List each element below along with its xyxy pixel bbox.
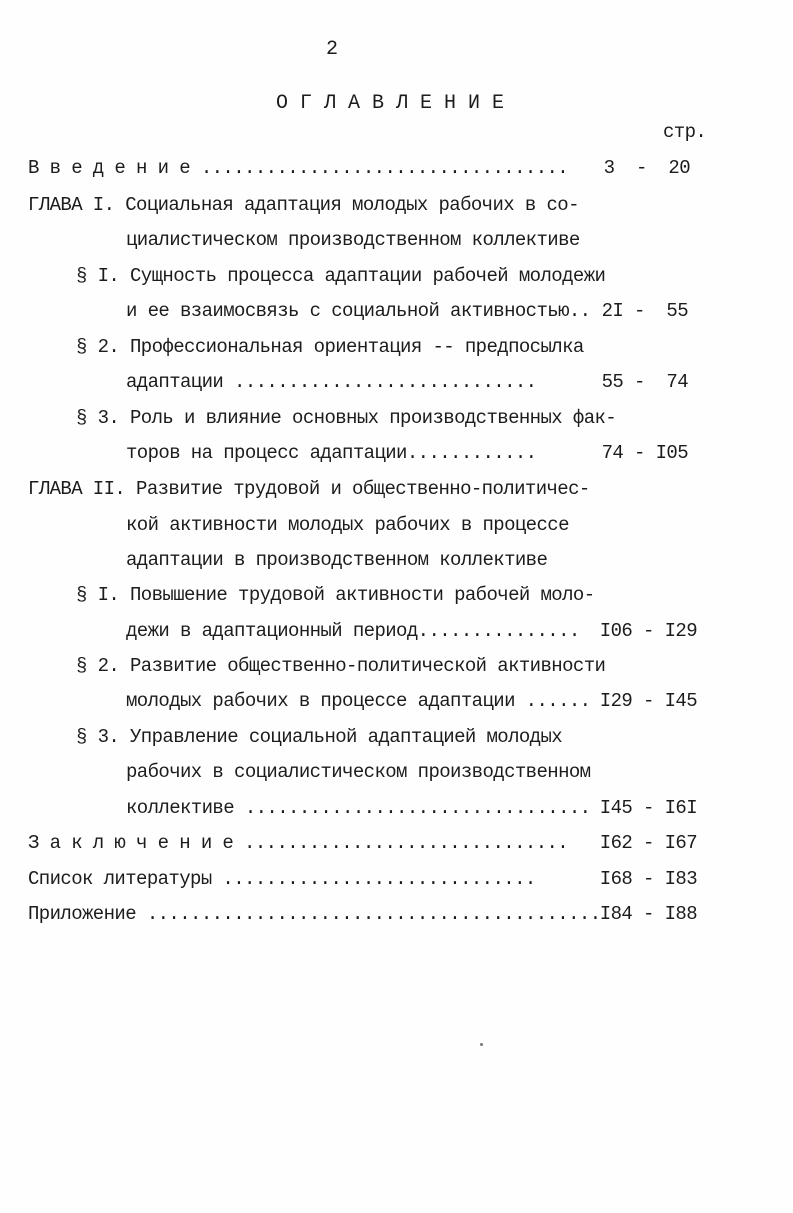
toc-entry-pages: 3 - 20: [603, 157, 690, 179]
toc-entry-pages: I06 - I29: [599, 620, 697, 642]
toc-entry-introduction: В в е д е н и е ..................................: [28, 157, 569, 179]
toc-section-continuation: коллективе ................................: [126, 797, 591, 819]
toc-section-heading: § 2. Профессиональная ориентация -- предпосылка: [76, 336, 584, 358]
toc-chapter-continuation: кой активности молодых рабочих в процессе: [126, 514, 569, 536]
toc-section-continuation: молодых рабочих в процессе адаптации ......: [126, 690, 591, 712]
toc-entry-pages: I68 - I83: [599, 868, 697, 890]
toc-section-continuation: торов на процесс адаптации............: [126, 442, 537, 464]
toc-entry-pages: I29 - I45: [599, 690, 697, 712]
toc-section-continuation: дежи в адаптационный период...............: [126, 620, 580, 642]
toc-entry-pages: I62 - I67: [599, 832, 697, 854]
toc-section-heading: § I. Сущность процесса адаптации рабочей молодежи: [76, 265, 606, 287]
toc-section-continuation: и ее взаимосвязь с социальной активностью..: [126, 300, 591, 322]
toc-entry-pages: I45 - I6I: [599, 797, 697, 819]
toc-entry-pages: I84 - I88: [599, 903, 697, 925]
toc-chapter-heading: ГЛАВА I. Социальная адаптация молодых рабочих в со-: [28, 194, 579, 216]
toc-section-continuation: адаптации ............................: [126, 371, 537, 393]
toc-chapter-continuation: адаптации в производственном коллективе: [126, 549, 548, 571]
toc-section-heading: § 3. Роль и влияние основных производственных фак-: [76, 407, 617, 429]
toc-entry-pages: 74 - I05: [601, 442, 688, 464]
toc-entry-appendix: Приложение ..........................................: [28, 903, 601, 925]
toc-section-heading: § 2. Развитие общественно-политической активности: [76, 655, 606, 677]
toc-entry-bibliography: Список литературы .............................: [28, 868, 536, 890]
toc-title: О Г Л А В Л Е Н И Е: [276, 92, 505, 115]
toc-section-heading: § I. Повышение трудовой активности рабочей моло-: [76, 584, 595, 606]
toc-section-heading: § 3. Управление социальной адаптацией молодых: [76, 726, 563, 748]
pages-column-label: стр.: [663, 121, 707, 143]
toc-chapter-continuation: циалистическом производственном коллективе: [126, 229, 580, 251]
page-number: 2: [326, 38, 338, 61]
toc-entry-conclusion: З а к л ю ч е н и е ..............................: [28, 832, 569, 854]
toc-section-continuation: рабочих в социалистическом производственном: [126, 761, 591, 783]
scan-speck: [480, 1043, 483, 1046]
toc-chapter-heading: ГЛАВА II. Развитие трудовой и общественно-политичес-: [28, 478, 590, 500]
toc-entry-pages: 55 - 74: [601, 371, 688, 393]
toc-entry-pages: 2I - 55: [601, 300, 688, 322]
